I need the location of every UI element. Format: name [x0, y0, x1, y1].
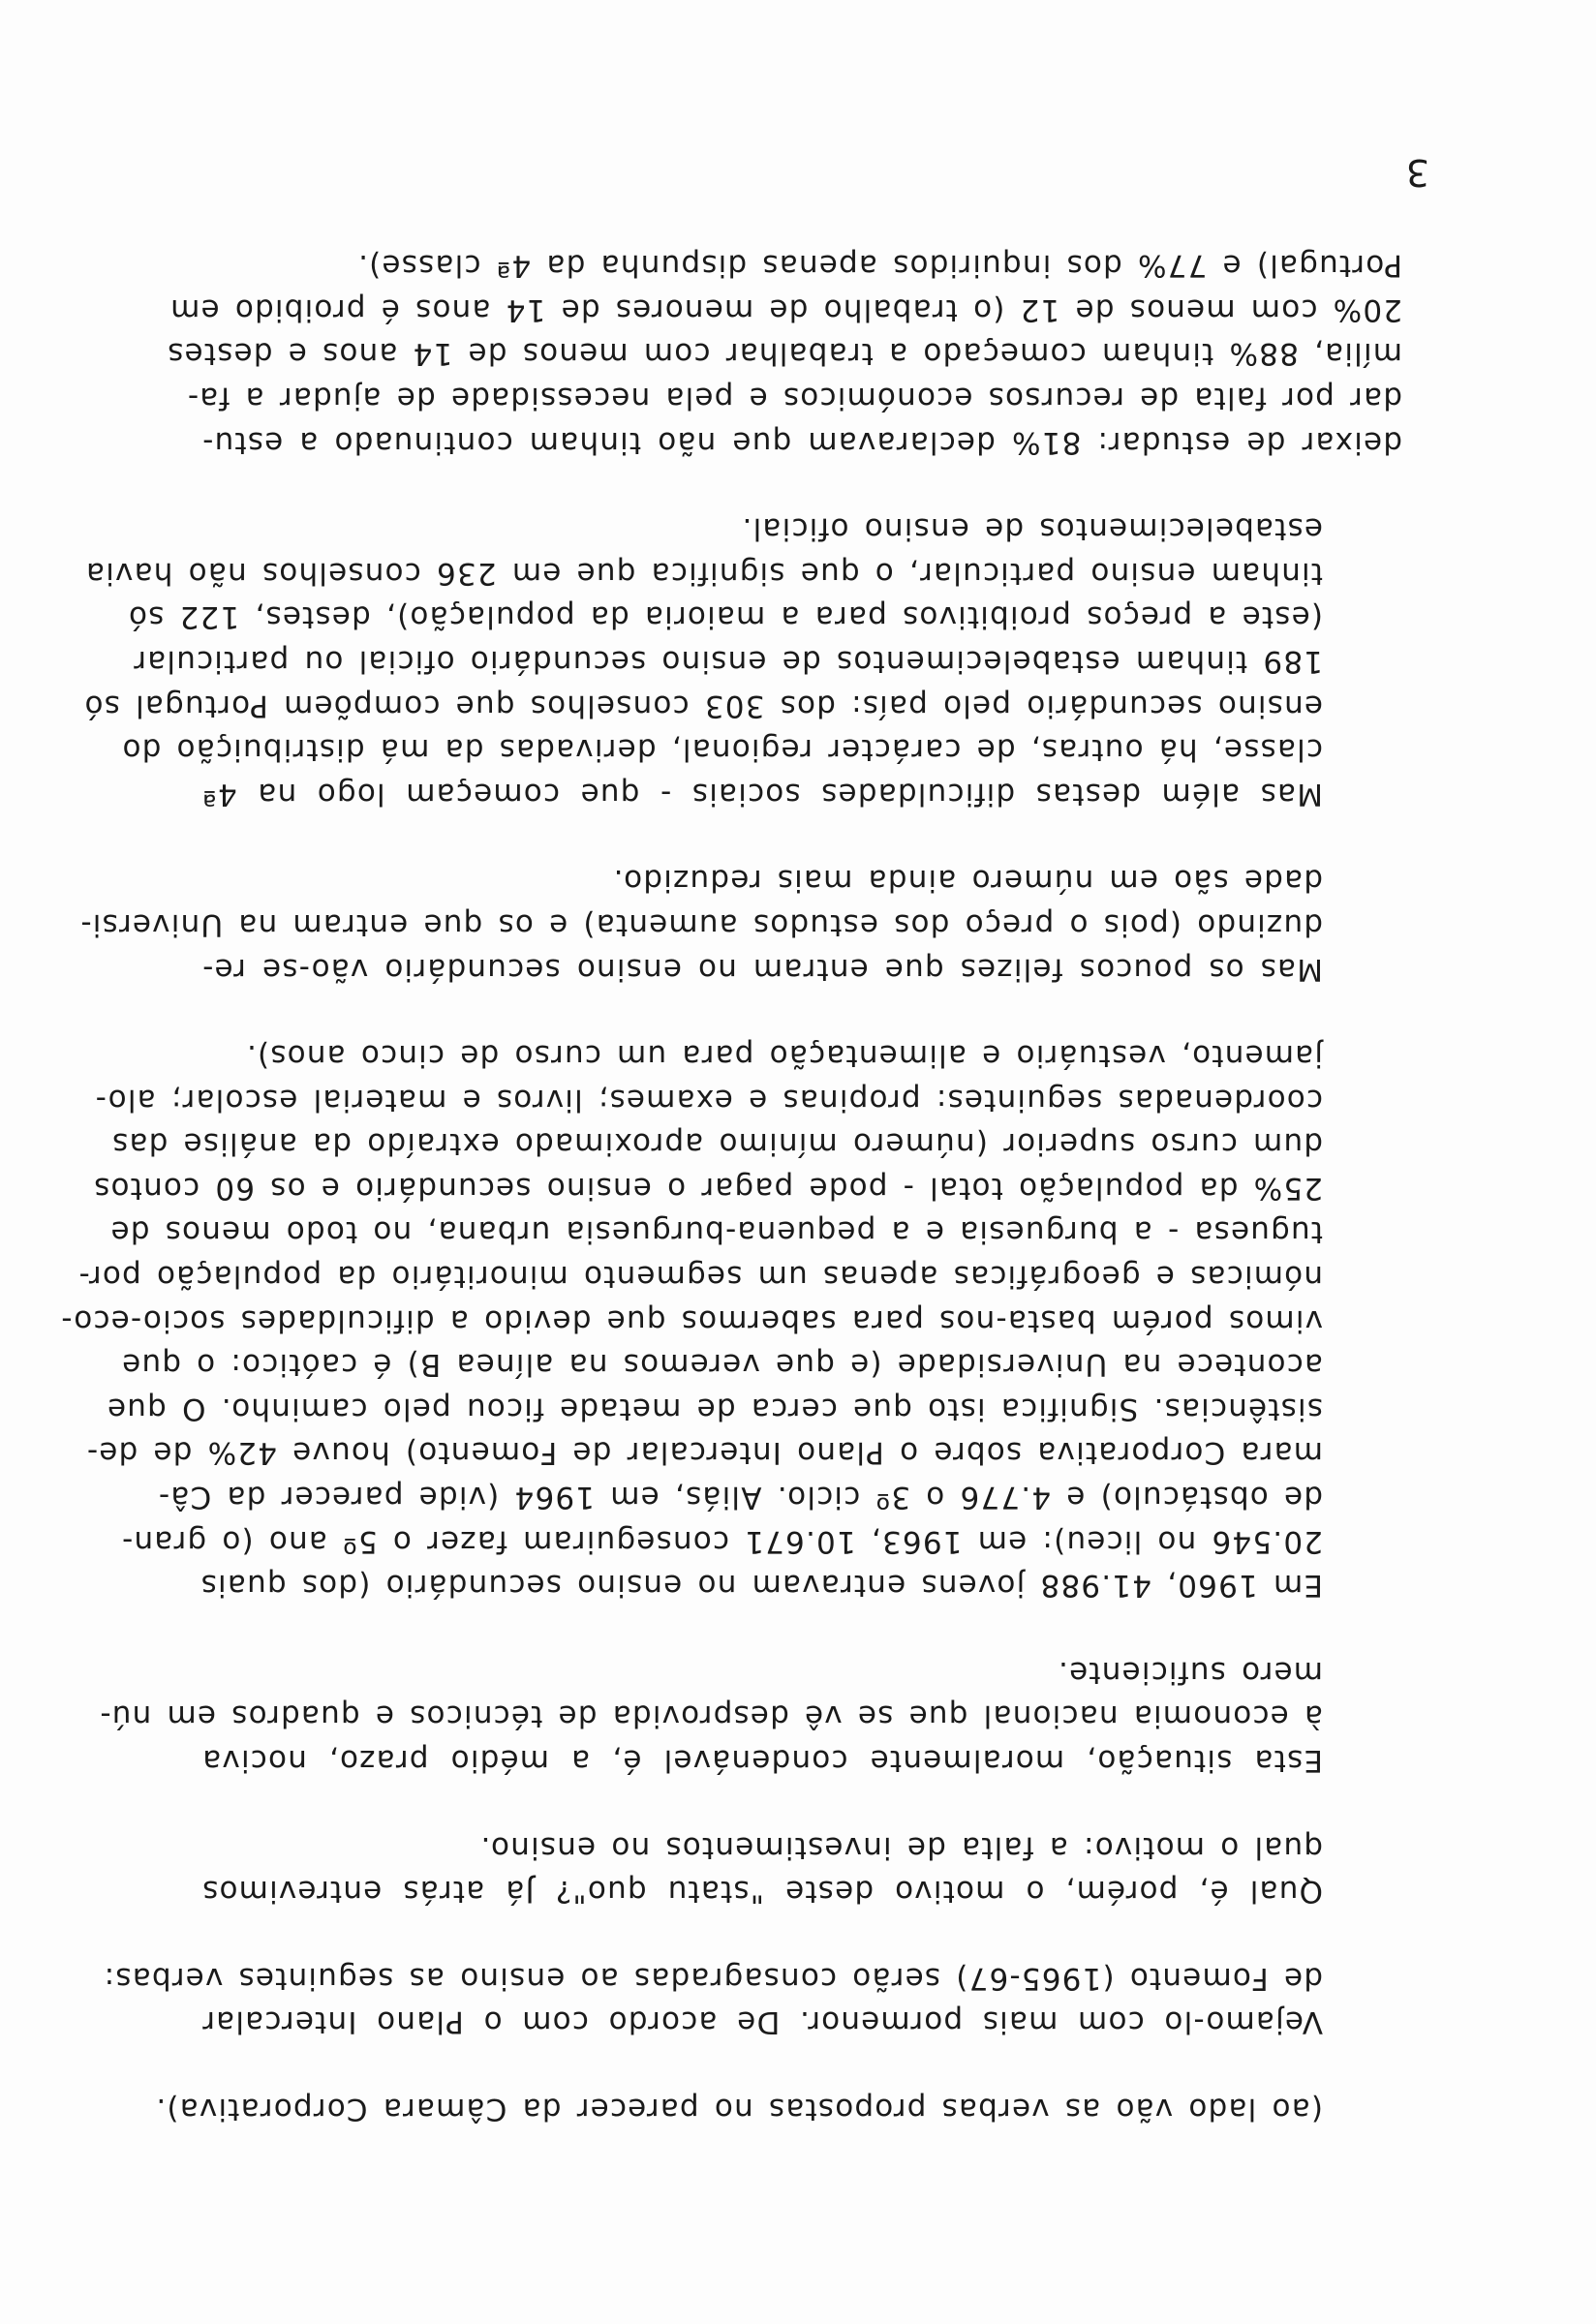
text-line: 25% da população total - pode pagar o ensino secundário e os 60 contos	[92, 1170, 1323, 1206]
page-number: 3	[1405, 151, 1429, 194]
text-line: qual o motivo: a falta de investimentos no ensino.	[479, 1829, 1323, 1865]
text-line: 20.546 no liceu): em 1963, 10.671 conseguiram fazer o 5º ano (o gran-	[120, 1523, 1323, 1559]
text-line: Qual é, porém, o motivo deste "statu quo"? Já atrás entrevimos	[201, 1874, 1323, 1910]
text-line: mara Corporativa sobre o Plano Intercalar de Fomento) houve 42% de de-	[85, 1435, 1323, 1471]
text-line: Vejamo-lo com mais pormenor. De acordo com o Plano Intercalar	[201, 2004, 1323, 2040]
text-line: Portugal) e 77% dos inquiridos apenas dispunha da 4ª classe).	[356, 248, 1402, 284]
text-line: coordenadas seguintes: propinas e exames; livros e material escolar; alo-	[94, 1082, 1323, 1117]
text-line: mília, 88% tinham começado a trabalhar com menos de 14 anos e destes	[167, 336, 1402, 372]
text-line: Mas além destas dificuldades sociais - que começam logo na 4ª	[201, 776, 1323, 811]
body-text	[60, 243, 1402, 2130]
text-line: jamento, vestuário e alimentação para um curso de cinco anos).	[245, 1038, 1323, 1074]
text-line: tuguesa - a burguesia e a pequena-burguesia urbana, no todo menos de	[109, 1214, 1323, 1250]
text-line: dade são em número ainda mais reduzido.	[612, 863, 1323, 899]
text-line: vimos porém basta-nos para sabermos que devido a dificuldades socio-eco-	[60, 1302, 1323, 1338]
text-line: de Fomento (1965-67) serão consagradas ao ensino as seguintes verbas:	[103, 1960, 1323, 1996]
paragraph	[167, 243, 1402, 464]
paragraph	[103, 1955, 1402, 2043]
text-line: ensino secundário pelo país: dos 303 conselhos que compõem Portugal só	[83, 688, 1323, 723]
paragraph	[155, 2086, 1402, 2130]
text-line: estabelecimentos de ensino oficial.	[741, 511, 1323, 547]
paragraph	[79, 858, 1402, 991]
paragraph	[83, 506, 1402, 815]
text-line: à economia nacional que se vê desprovida de técnicos e quadros em nú-	[99, 1698, 1323, 1734]
paragraph	[60, 1033, 1402, 1607]
text-line: dum curso superior (número mínimo aproximado extraído da análise das	[110, 1126, 1323, 1162]
text-line: deixar de estudar: 81% declaravam que não tinham continuado a estu-	[201, 424, 1402, 460]
text-line: dar por falta de recursos económicos e pela necessidade de ajudar a fa-	[186, 381, 1402, 415]
paragraph	[201, 1824, 1402, 1912]
text-line: de obstáculo) e 4.776 o 3º ciclo. Aliás, em 1964 (vide parecer da Câ-	[157, 1480, 1323, 1515]
text-line: 20% com menos de 12 (o trabalho de menores de 14 anos é proibido em	[169, 291, 1402, 327]
text-line: (ao lado vão as verbas propostas no parecer da Câmara Corporativa).	[155, 2092, 1323, 2126]
paragraph	[99, 1649, 1402, 1782]
text-line: duzindo (pois o preço dos estudos aumenta) e os que entram na Universi-	[79, 906, 1323, 942]
text-line: sistências. Significa isto que cerca de metade ficou pelo caminho. O que	[106, 1391, 1323, 1426]
text-line: (este a preços proibitivos para a maioria da população), destes, 122 só	[127, 599, 1323, 635]
text-line: tinham ensino particular, o que significa que em 236 conselhos não havia	[84, 555, 1323, 591]
text-line: Em 1960, 41.988 jovens entravam no ensino secundário (dos quais	[200, 1568, 1323, 1604]
text-line: nómicas e geográficas apenas um segmento minoritário da população por-	[77, 1259, 1323, 1295]
text-line: classe, há outras, de carácter regional, derivadas da má distribuição do	[121, 732, 1323, 768]
text-line: Esta situação, moralmente condenável é, a médio prazo, nociva	[201, 1743, 1323, 1779]
text-line: Mas os poucos felizes que entram no ensino secundário vão-se re-	[201, 951, 1323, 987]
text-line: 189 tinham estabelecimentos de ensino secundário oficial ou particular	[133, 643, 1323, 679]
text-line: mero suficiente.	[1057, 1654, 1323, 1690]
text-line: acontece na Universidade (e que veremos na alínea B) é caótico: o que	[120, 1347, 1323, 1383]
